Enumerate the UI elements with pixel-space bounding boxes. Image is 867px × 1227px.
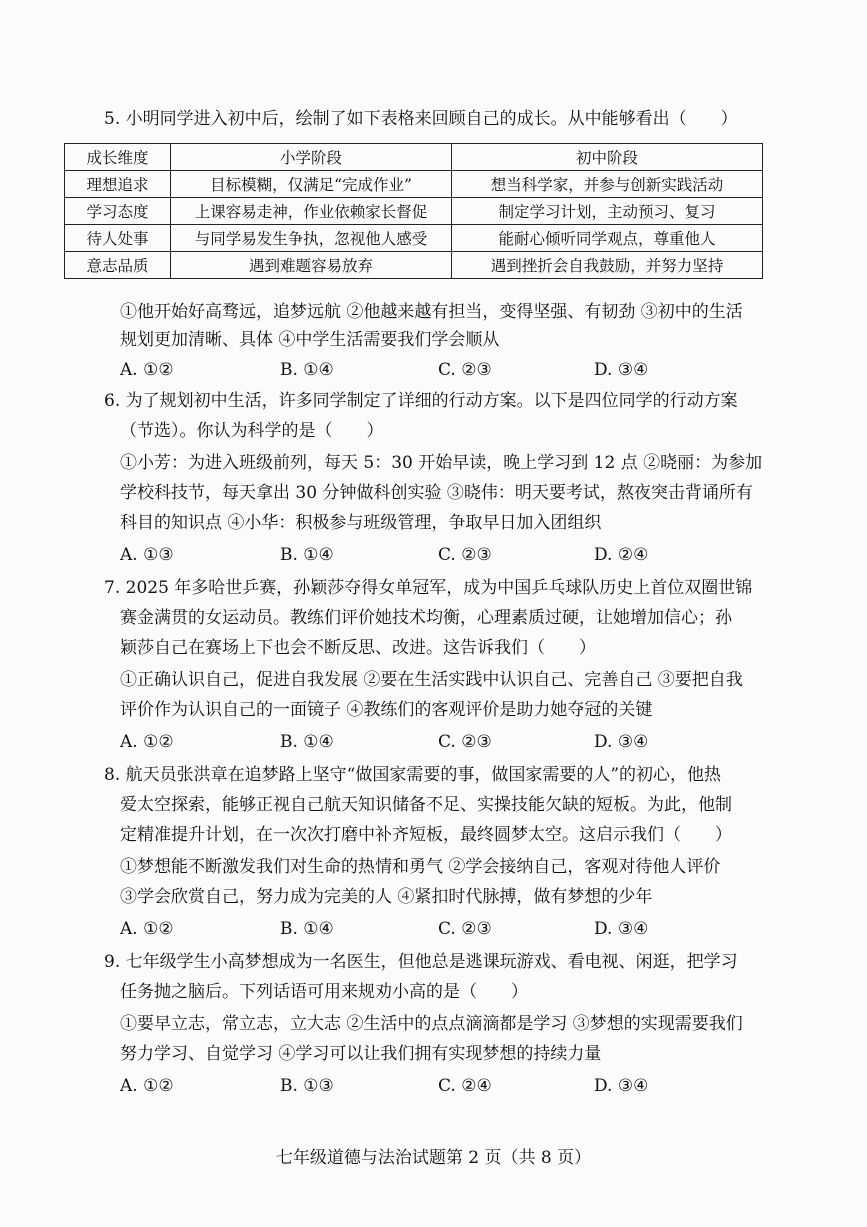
q5-stem: 5. 小明同学进入初中后，绘制了如下表格来回顾自己的成长。从中能够看出（ ）: [104, 109, 738, 129]
q6-choices-line-2: 学校科技节，每天拿出 30 分钟做科创实验 ③晓伟：明天要考试，熬夜突击背诵所有: [120, 483, 753, 503]
option-b: B. ①④: [280, 919, 334, 939]
q6-choices-line-1: ①小芳：为进入班级前列，每天 5：30 开始早读，晚上学习到 12 点 ②晓丽：为参加: [120, 453, 763, 473]
q5-choices-line-2: 规划更加清晰、具体 ④中学生活需要我们学会顺从: [120, 330, 500, 350]
table-cell: 待人处事: [65, 225, 171, 252]
q9-stem-line-1: 9. 七年级学生小高梦想成为一名医生，但他总是逃课玩游戏、看电视、闲逛，把学习: [104, 952, 738, 972]
q9-choices-line-2: 努力学习、自觉学习 ④学习可以让我们拥有实现梦想的持续力量: [120, 1044, 602, 1064]
q6-stem-line-2: （节选）。你认为科学的是（ ）: [120, 421, 384, 441]
table-row: [65, 198, 763, 225]
q8-choices-line-2: ③学会欣赏自己，努力成为完美的人 ④紧扣时代脉搏，做有梦想的少年: [120, 887, 653, 907]
option-b: B. ①④: [280, 360, 334, 380]
table-cell: 遇到难题容易放弃: [171, 252, 452, 279]
q7-stem-line-2: 赛金满贯的女运动员。教练们评价她技术均衡，心理素质过硬，让她增加信心；孙: [120, 608, 732, 628]
table-row: [65, 225, 763, 252]
option-d: D. ②④: [594, 545, 649, 565]
q5-options: [120, 358, 820, 382]
q7-options: [120, 730, 820, 754]
q8-choices-line-1: ①梦想能不断激发我们对生命的热情和勇气 ②学会接纳自己，客观对待他人评价: [120, 857, 721, 877]
table-header-row: [65, 144, 763, 171]
table-cell: 与同学易发生争执，忽视他人感受: [171, 225, 452, 252]
option-c: C. ②④: [438, 1076, 492, 1096]
option-b: B. ①③: [280, 1076, 334, 1096]
table-header-cell: 成长维度: [65, 144, 171, 171]
option-d: D. ③④: [594, 360, 649, 380]
q9-options: [120, 1074, 820, 1098]
table-cell: 制定学习计划，主动预习、复习: [452, 198, 763, 225]
table-header-cell: 小学阶段: [171, 144, 452, 171]
table-cell: 目标模糊，仅满足“完成作业”: [171, 171, 452, 198]
page-footer: 七年级道德与法治试题第 2 页（共 8 页）: [275, 1148, 592, 1168]
option-a: A. ①②: [120, 1076, 174, 1096]
option-d: D. ③④: [594, 732, 649, 752]
table-cell: 意志品质: [65, 252, 171, 279]
q8-stem-line-1: 8. 航天员张洪章在追梦路上坚守“做国家需要的事，做国家需要的人”的初心，他热: [104, 765, 722, 785]
q6-options: [120, 543, 820, 567]
table-cell: 遇到挫折会自我鼓励，并努力坚持: [452, 252, 763, 279]
option-a: A. ①③: [120, 545, 174, 565]
table-header-cell: 初中阶段: [452, 144, 763, 171]
option-c: C. ②③: [438, 732, 492, 752]
option-b: B. ①④: [280, 545, 334, 565]
q7-stem-line-3: 颖莎自己在赛场上下也会不断反思、改进。这告诉我们（ ）: [120, 638, 596, 658]
q5-choices-line-1: ①他开始好高骛远，追梦远航 ②他越来越有担当，变得坚强、有韧劲 ③初中的生活: [120, 302, 743, 322]
q6-choices-line-3: 科目的知识点 ④小华：积极参与班级管理，争取早日加入团组织: [120, 513, 602, 533]
table-row: [65, 171, 763, 198]
option-d: D. ③④: [594, 919, 649, 939]
option-c: C. ②③: [438, 360, 492, 380]
table-cell: 能耐心倾听同学观点，尊重他人: [452, 225, 763, 252]
option-d: D. ③④: [594, 1076, 649, 1096]
option-c: C. ②③: [438, 919, 492, 939]
option-a: A. ①②: [120, 919, 174, 939]
table-cell: 理想追求: [65, 171, 171, 198]
option-a: A. ①②: [120, 360, 174, 380]
table-cell: 学习态度: [65, 198, 171, 225]
q7-choices-line-1: ①正确认识自己，促进自我发展 ②要在生活实践中认识自己、完善自己 ③要把自我: [120, 670, 743, 690]
option-a: A. ①②: [120, 732, 174, 752]
table-row: [65, 252, 763, 279]
q9-choices-line-1: ①要早立志，常立志，立大志 ②生活中的点点滴滴都是学习 ③梦想的实现需要我们: [120, 1014, 743, 1034]
q6-stem-line-1: 6. 为了规划初中生活，许多同学制定了详细的行动方案。以下是四位同学的行动方案: [104, 391, 738, 411]
q7-choices-line-2: 评价作为认识自己的一面镜子 ④教练们的客观评价是助力她夺冠的关键: [120, 700, 653, 720]
q7-stem-line-1: 7. 2025 年多哈世乒赛，孙颖莎夺得女单冠军，成为中国乒乓球队历史上首位双圈世锦: [104, 578, 753, 598]
q9-stem-line-2: 任务抛之脑后。下列话语可用来规劝小高的是（ ）: [120, 982, 528, 1002]
option-b: B. ①④: [280, 732, 334, 752]
table-cell: 上课容易走神，作业依赖家长督促: [171, 198, 452, 225]
q8-options: [120, 917, 820, 941]
q8-stem-line-2: 爱太空探索，能够正视自己航天知识储备不足、实操技能欠缺的短板。为此，他制: [120, 795, 732, 815]
option-c: C. ②③: [438, 545, 492, 565]
growth-table: [64, 143, 763, 279]
q8-stem-line-3: 定精准提升计划，在一次次打磨中补齐短板，最终圆梦太空。这启示我们（ ）: [120, 825, 732, 845]
table-cell: 想当科学家，并参与创新实践活动: [452, 171, 763, 198]
